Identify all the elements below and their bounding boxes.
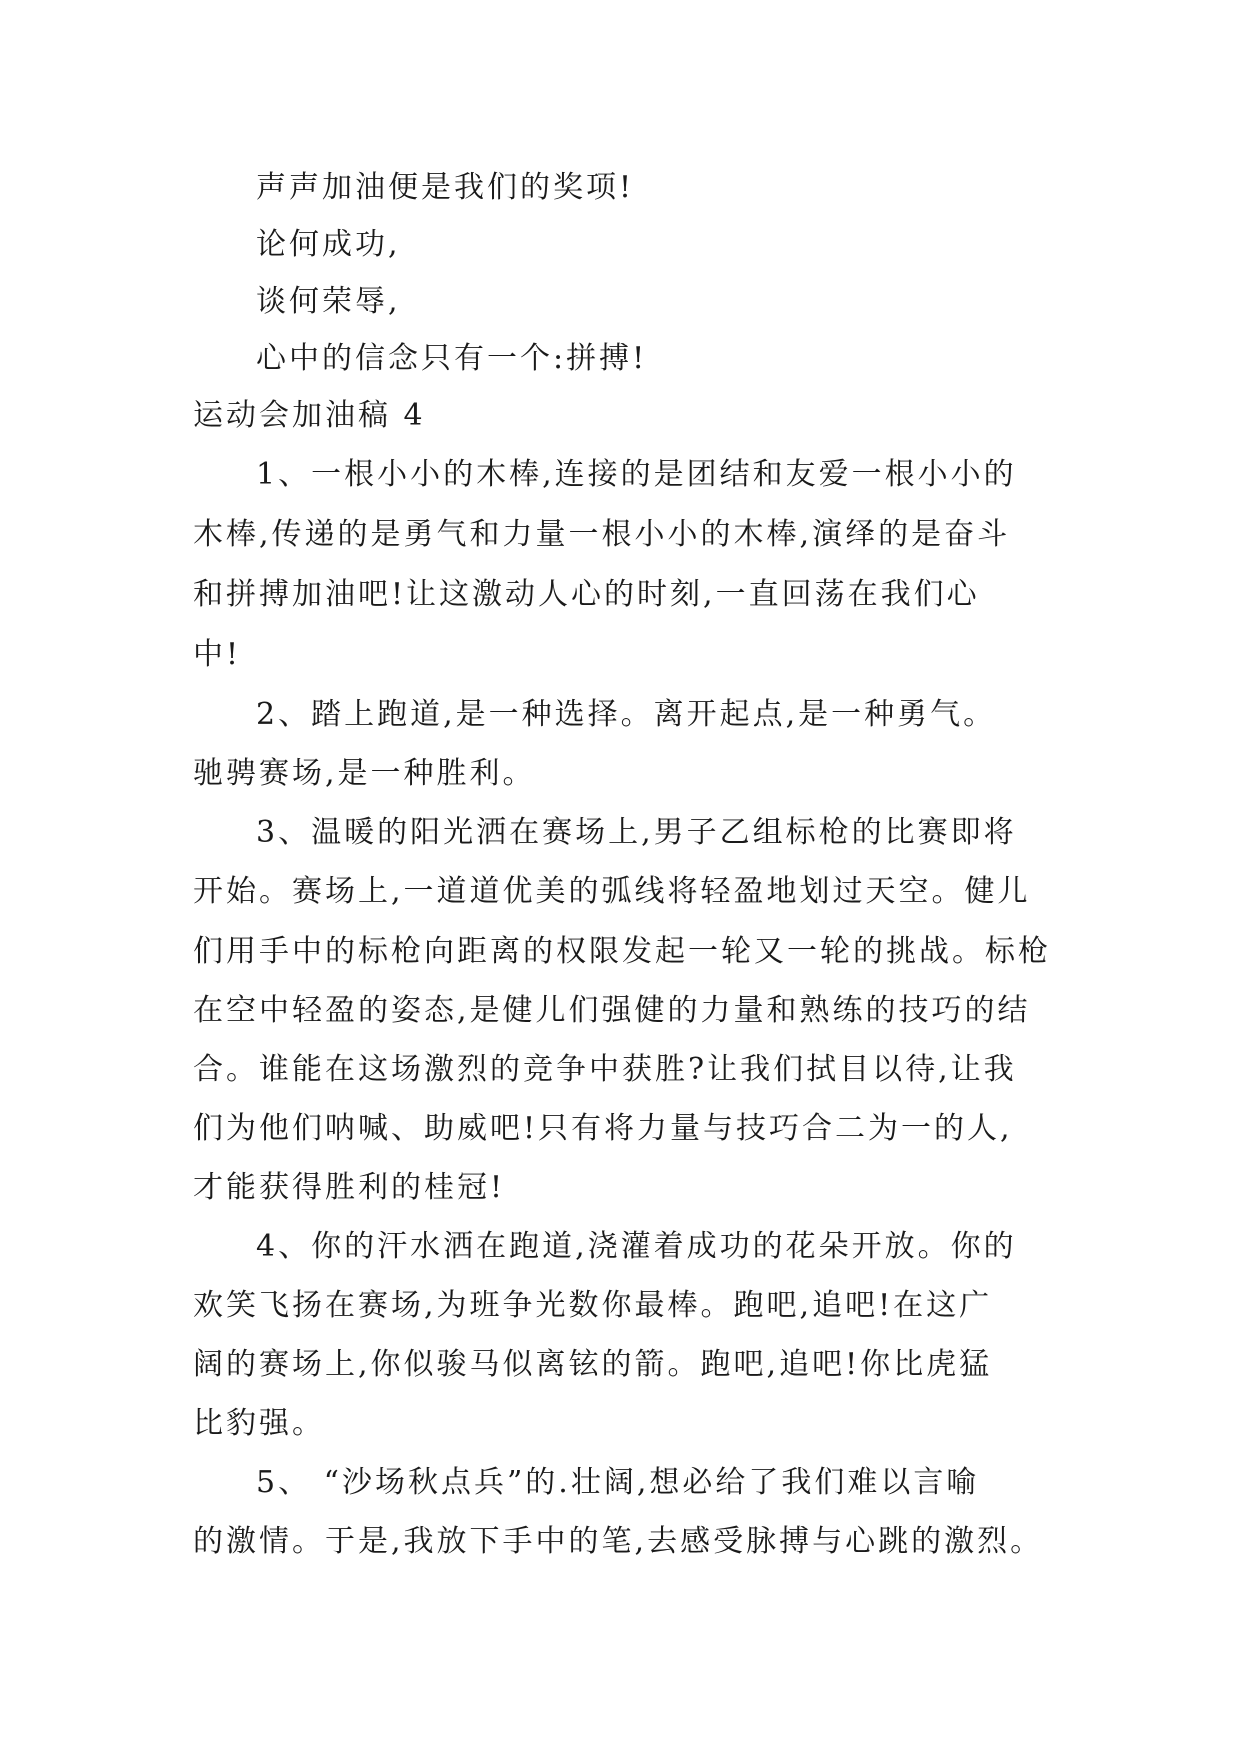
text-line: 4、你的汗水洒在跑道,浇灌着成功的花朵开放。你的 <box>256 1229 1017 1264</box>
text-line: 阔的赛场上,你似骏马似离铉的箭。跑吧,追吧!你比虎猛 <box>193 1347 993 1382</box>
text-line: 驰骋赛场,是一种胜利。 <box>193 756 536 791</box>
text-line: 的激情。于是,我放下手中的笔,去感受脉搏与心跳的激烈。 <box>193 1524 1044 1559</box>
text-line: 中! <box>193 637 242 672</box>
text-line: 才能获得胜利的桂冠! <box>193 1170 506 1205</box>
text-line: 开始。赛场上,一道道优美的弧线将轻盈地划过天空。健儿 <box>193 874 1031 909</box>
text-line: 论何成功, <box>256 227 401 262</box>
text-line: 们用手中的标枪向距离的权限发起一轮又一轮的挑战。标枪 <box>193 934 1051 969</box>
text-line: 谈何荣辱, <box>256 284 401 319</box>
text-line: 比豹强。 <box>193 1406 325 1441</box>
text-line: 和拼搏加油吧!让这激动人心的时刻,一直回荡在我们心 <box>193 577 980 612</box>
text-line: 欢笑飞扬在赛场,为班争光数你最棒。跑吧,追吧!在这广 <box>193 1288 993 1323</box>
text-line: 们为他们呐喊、助威吧!只有将力量与技巧合二为一的人, <box>193 1111 1013 1146</box>
text-line: 在空中轻盈的姿态,是健儿们强健的力量和熟练的技巧的结 <box>193 993 1031 1028</box>
text-line: 木棒,传递的是勇气和力量一根小小的木棒,演绎的是奋斗 <box>193 517 1011 552</box>
text-line: 声声加油便是我们的奖项! <box>256 170 635 205</box>
text-line: 心中的信念只有一个:拼搏! <box>256 341 648 376</box>
text-line: 合。谁能在这场激烈的竞争中获胜?让我们拭目以待,让我 <box>193 1052 1017 1087</box>
section-title: 运动会加油稿 4 <box>193 398 426 433</box>
text-line: 1、一根小小的木棒,连接的是团结和友爱一根小小的 <box>256 457 1017 492</box>
text-line: 3、温暖的阳光洒在赛场上,男子乙组标枪的比赛即将 <box>256 815 1017 850</box>
text-line: 2、踏上跑道,是一种选择。离开起点,是一种勇气。 <box>256 697 997 732</box>
text-line: 5、 “沙场秋点兵”的.壮阔,想必给了我们难以言喻 <box>256 1465 980 1500</box>
